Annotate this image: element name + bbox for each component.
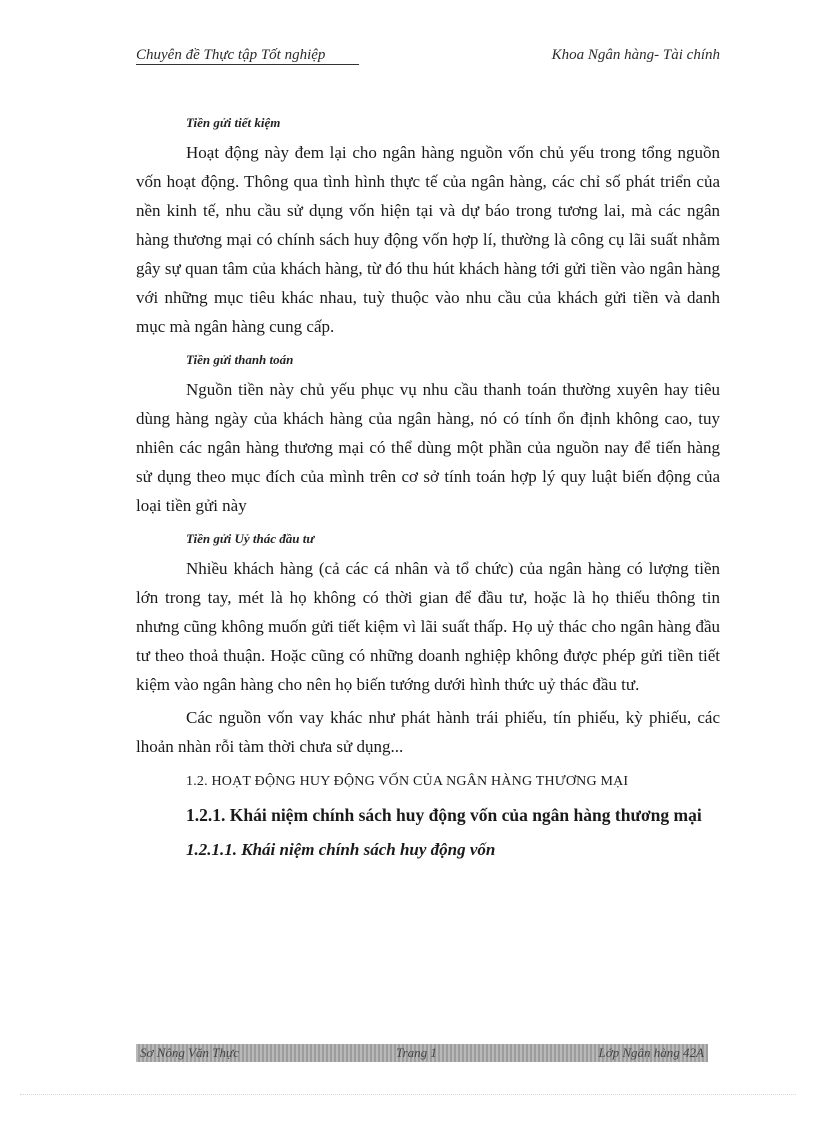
header-title-right: Khoa Ngân hàng- Tài chính: [551, 47, 720, 63]
page-footer: [136, 1044, 708, 1062]
footer-class: Lớp Ngân hàng 42A: [598, 1045, 704, 1060]
paragraph-savings: Hoạt động này đem lại cho ngân hàng nguồn vốn chủ yếu trong tổng nguồn vốn hoạt động. Thông qua tình hình thực tế của ngân hàng, các chỉ số phát triển của nền kinh tế, nhu cầu sử dụng vốn hiện tại và dự báo trong tương lai, mà các ngân hàng thương mại có chính sách huy động vốn hợp lí, thường là công cụ lãi suất nhằm gây sự quan tâm của khách hàng, từ đó thu hút khách hàng tới gửi tiền vào ngân hàng với những mục tiêu khác nhau, tuỳ thuộc vào nhu cầu của khách gửi tiền và danh mục mà ngân hàng cung cấp.: [136, 143, 720, 336]
page-bottom-divider: [20, 1094, 796, 1095]
subheading-payment: Tiền gửi thanh toán: [186, 352, 294, 367]
footer-author: Sơ Nông Văn Thực: [140, 1045, 239, 1060]
section-heading-1-2: 1.2. HOẠT ĐỘNG HUY ĐỘNG VỐN CỦA NGÂN HÀNG THƯƠNG MẠI: [186, 774, 629, 789]
section-heading-1-2-1-1: 1.2.1.1. Khái niệm chính sách huy động vốn: [186, 840, 496, 859]
header-title-left: Chuyên đề Thực tập Tốt nghiệp: [136, 46, 359, 65]
page-content: [136, 108, 720, 866]
subheading-trust: Tiền gửi Uỷ thác đầu tư: [186, 531, 315, 546]
paragraph-payment: Nguồn tiền này chủ yếu phục vụ nhu cầu thanh toán thường xuyên hay tiêu dùng hàng ngày của khách hàng của ngân hàng, nó có tính ổn định không cao, tuy nhiên các ngân hàng thương mại có thể dùng một phần của nguồn nay để tiến hàng sử dụng theo mục đích của mình trên cơ sở tính toán hợp lý quy luật biến động của loại tiền gửi này: [136, 380, 720, 515]
section-heading-1-2-1: 1.2.1. Khái niệm chính sách huy động vốn của ngân hàng thương mại: [186, 805, 702, 825]
subheading-savings: Tiền gửi tiết kiệm: [186, 115, 281, 130]
footer-page-number: Trang 1: [396, 1045, 437, 1060]
paragraph-other-sources: Các nguồn vốn vay khác như phát hành trái phiếu, tín phiếu, kỳ phiếu, các lhoản nhàn rỗi tàm thời chưa sử dụng...: [136, 708, 720, 756]
paragraph-trust: Nhiều khách hàng (cả các cá nhân và tổ chức) của ngân hàng có lượng tiền lớn trong tay, mét là họ không có thời gian để đầu tư, hoặc là họ thiếu thông tin nhưng cũng không muốn gửi tiết kiệm vì lãi suất thấp. Họ uỷ thác cho ngân hàng đầu tư theo thoả thuận. Hoặc cũng có những doanh nghiệp không được phép gửi tiền tiết kiệm vào ngân hàng cho nên họ biến tướng dưới hình thức uỷ thác đầu tư.: [136, 559, 720, 694]
page-header: [136, 46, 720, 72]
